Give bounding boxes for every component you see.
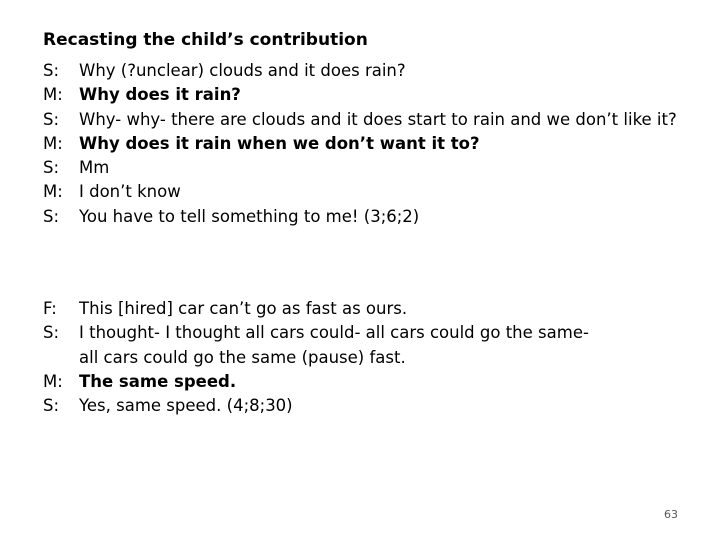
speaker-label: S: (43, 323, 60, 343)
utterance-text: Mm (79, 158, 110, 178)
utterance-text: Why does it rain when we don’t want it to? (79, 133, 480, 153)
speaker-label: F: (43, 299, 57, 318)
utterance-text: Why- why- there are clouds and it does start to rain and we don’t like it? (79, 109, 677, 129)
speaker-label: M: (43, 85, 63, 105)
utterance-text: I thought- I thought all cars could- all cars could go the same- (79, 323, 589, 343)
speaker-label: S: (43, 396, 60, 416)
utterance-text: Yes, same speed. (4;8;30) (79, 396, 293, 416)
utterance-text: The same speed. (79, 371, 237, 391)
speaker-label: S: (43, 109, 60, 129)
utterance-text: all cars could go the same (pause) fast. (79, 347, 406, 367)
page-number: 63 (664, 508, 678, 521)
speaker-label: S: (43, 61, 60, 80)
speaker-label: S: (43, 206, 60, 226)
slide-title: Recasting the child’s contribution (43, 30, 368, 50)
speaker-label: M: (43, 182, 63, 202)
utterance-text: I don’t know (79, 182, 181, 202)
speaker-label: M: (43, 371, 63, 391)
speaker-label: S: (43, 158, 60, 178)
utterance-text: Why does it rain? (79, 85, 241, 105)
utterance-text: This [hired] car can’t go as fast as ours. (79, 299, 408, 318)
utterance-text: Why (?unclear) clouds and it does rain? (79, 61, 406, 80)
speaker-label: M: (43, 133, 63, 153)
utterance-text: You have to tell something to me! (3;6;2) (79, 206, 420, 226)
